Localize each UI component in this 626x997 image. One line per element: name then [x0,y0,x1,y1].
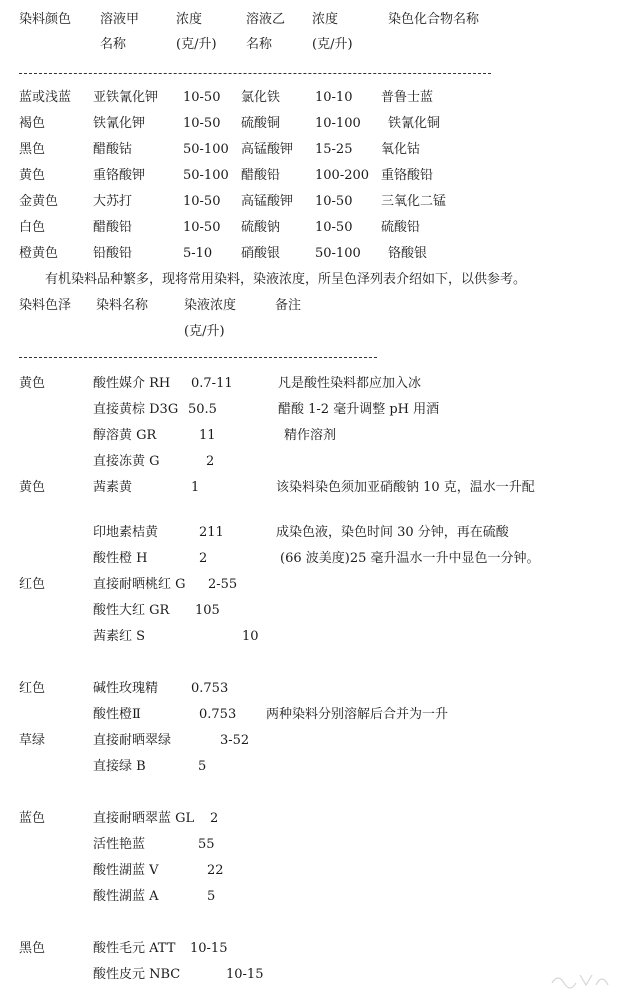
t2-dye-conc: 2 [210,811,219,826]
t2-dye-conc: 2 [206,454,215,469]
t1-cell-conc-b: 10-50 [315,194,353,209]
t2-dye-conc: 211 [199,525,224,540]
t2-dye-name: 醇溶黄 GR [93,428,157,443]
t1-header-conc-b: 浓度 [312,12,339,27]
t1-cell-conc-a: 10-50 [183,90,221,105]
t1-header-conc-b-unit: (克/升) [312,37,353,52]
t2-note: (66 波美度)25 毫升温水一升中显色一分钟。 [280,551,540,566]
t2-dye-name: 茜素黄 [93,480,133,495]
t1-cell-conc-b: 10-50 [315,220,353,235]
t1-cell-conc-a: 50-100 [183,168,229,183]
t2-dye-conc: 5 [207,889,216,904]
t1-cell-color: 蓝或浅蓝 [19,90,72,105]
t2-note: 两种染料分别溶解后合并为一升 [266,707,449,722]
t1-cell-conc-b: 10-10 [315,90,353,105]
t1-header-solution-b-sub: 名称 [246,37,273,52]
t2-header-note: 备注 [275,298,302,313]
t2-dye-name: 酸性毛元 ATT [93,941,176,956]
t1-cell-solution-a: 大苏打 [93,194,133,209]
t2-dye-conc: 5 [198,759,207,774]
t2-dye-name: 酸性湖蓝 V [93,863,159,878]
t1-header-color: 染料颜色 [19,12,72,27]
t2-dye-conc: 55 [198,837,215,852]
t1-cell-solution-a: 重铬酸钾 [93,168,146,183]
t2-dye-name: 酸性大红 GR [93,603,170,618]
t2-shade-label: 草绿 [19,733,46,748]
t2-dye-name: 直接绿 B [93,759,146,774]
t2-note: 精作溶剂 [284,428,337,443]
t1-header-solution-a-sub: 名称 [100,37,127,52]
t2-dye-conc: 50.5 [188,402,217,417]
t2-dye-conc: 0.753 [199,707,237,722]
t2-dye-conc: 105 [195,603,220,618]
t1-cell-solution-a: 亚铁氰化钾 [93,90,159,105]
t2-dye-name: 酸性湖蓝 A [93,889,159,904]
t2-shade-label: 红色 [19,577,46,592]
t2-dye-name: 直接耐晒翠绿 [93,733,172,748]
t2-note: 凡是酸性染料都应加入冰 [278,376,422,391]
t1-cell-conc-b: 10-100 [315,116,361,131]
t1-cell-compound: 铬酸银 [388,246,428,261]
t2-shade-label: 黄色 [19,480,46,495]
t2-shade-label: 黄色 [19,376,46,391]
t2-dye-name: 酸性橙 H [93,551,148,566]
t2-dye-conc: 10 [242,629,259,644]
t2-dye-conc: 0.753 [191,681,229,696]
t1-cell-color: 黄色 [19,168,46,183]
t2-dye-name: 直接冻黄 G [93,454,160,469]
intro-paragraph: 有机染料品种繁多，现将常用染料，染液浓度，所呈色泽列表介绍如下，以供参考。 [45,272,527,287]
t2-dye-conc: 2-55 [208,577,238,592]
t2-header-conc: 染液浓度 [184,298,237,313]
t2-header-conc-unit: (克/升) [184,324,225,339]
t2-dye-conc: 3-52 [220,733,250,748]
t1-cell-solution-b: 氯化铁 [241,90,281,105]
t1-cell-conc-a: 10-50 [183,194,221,209]
t2-dye-name: 直接黄棕 D3G [93,402,179,417]
t1-cell-color: 金黄色 [19,194,59,209]
t1-cell-solution-a: 醋酸钴 [93,142,133,157]
t2-dye-conc: 10-15 [226,967,264,982]
t1-cell-color: 黑色 [19,142,46,157]
t2-dye-name: 碱性玫瑰精 [93,681,159,696]
t2-note: 该染料染色须加亚硝酸钠 10 克，温水一升配 [276,480,535,495]
t2-dye-conc: 10-15 [190,941,228,956]
t1-separator [19,73,491,74]
t2-note: 醋酸 1-2 毫升调整 pH 用酒 [278,402,440,417]
t2-dye-name: 直接耐晒桃红 G [93,577,186,592]
t1-header-conc-a: 浓度 [176,12,203,27]
t2-dye-conc: 22 [207,863,224,878]
t2-dye-conc: 1 [191,480,200,495]
t1-header-solution-b: 溶液乙 [246,12,286,27]
t1-header-solution-a: 溶液甲 [100,12,140,27]
t1-cell-conc-b: 50-100 [315,246,361,261]
t2-shade-label: 黑色 [19,941,46,956]
t1-cell-conc-a: 5-10 [183,246,213,261]
t1-cell-color: 橙黄色 [19,246,59,261]
t1-cell-color: 褐色 [19,116,46,131]
t2-header-shade: 染料色泽 [19,298,72,313]
t1-cell-conc-b: 100-200 [315,168,370,183]
t2-dye-conc: 0.7-11 [191,376,233,391]
t2-dye-name: 酸性媒介 RH [93,376,171,391]
watermark-logo-icon [550,971,612,989]
t1-cell-compound: 氧化钴 [381,142,421,157]
t1-cell-conc-a: 10-50 [183,220,221,235]
t1-header-conc-a-unit: (克/升) [176,37,217,52]
t2-shade-label: 蓝色 [19,811,46,826]
t2-dye-name: 茜素红 S [93,629,146,644]
t2-header-name: 染料名称 [96,298,149,313]
t2-note: 成染色液，染色时间 30 分钟，再在硫酸 [276,525,509,540]
t1-cell-solution-b: 硫酸钠 [241,220,281,235]
t2-dye-name: 直接耐晒翠蓝 GL [93,811,195,826]
t2-dye-conc: 11 [199,428,216,443]
t2-dye-name: 酸性橙Ⅱ [93,707,141,722]
t1-cell-compound: 三氧化二锰 [381,194,447,209]
t1-cell-conc-a: 10-50 [183,116,221,131]
t1-cell-compound: 铁氰化铜 [388,116,441,131]
t1-cell-conc-b: 15-25 [315,142,353,157]
t1-header-compound: 染色化合物名称 [388,12,480,27]
t1-cell-conc-a: 50-100 [183,142,229,157]
t2-dye-name: 印地素桔黄 [93,525,159,540]
t1-cell-solution-b: 醋酸铅 [241,168,281,183]
t2-dye-conc: 2 [199,551,208,566]
t1-cell-solution-a: 铁氰化钾 [93,116,146,131]
t1-cell-color: 白色 [19,220,46,235]
t1-cell-solution-b: 高锰酸钾 [241,142,294,157]
t1-cell-solution-b: 硝酸银 [241,246,281,261]
t2-separator [19,357,377,358]
t1-cell-solution-a: 铅酸铅 [93,246,133,261]
t1-cell-compound: 普鲁士蓝 [381,90,434,105]
t1-cell-solution-b: 高锰酸钾 [241,194,294,209]
t2-dye-name: 活性艳蓝 [93,837,146,852]
t2-shade-label: 红色 [19,681,46,696]
t1-cell-compound: 重铬酸铅 [381,168,434,183]
t2-dye-name: 酸性皮元 NBC [93,967,181,982]
t1-cell-compound: 硫酸铅 [381,220,421,235]
t1-cell-solution-a: 醋酸铅 [93,220,133,235]
t1-cell-solution-b: 硫酸铜 [241,116,281,131]
